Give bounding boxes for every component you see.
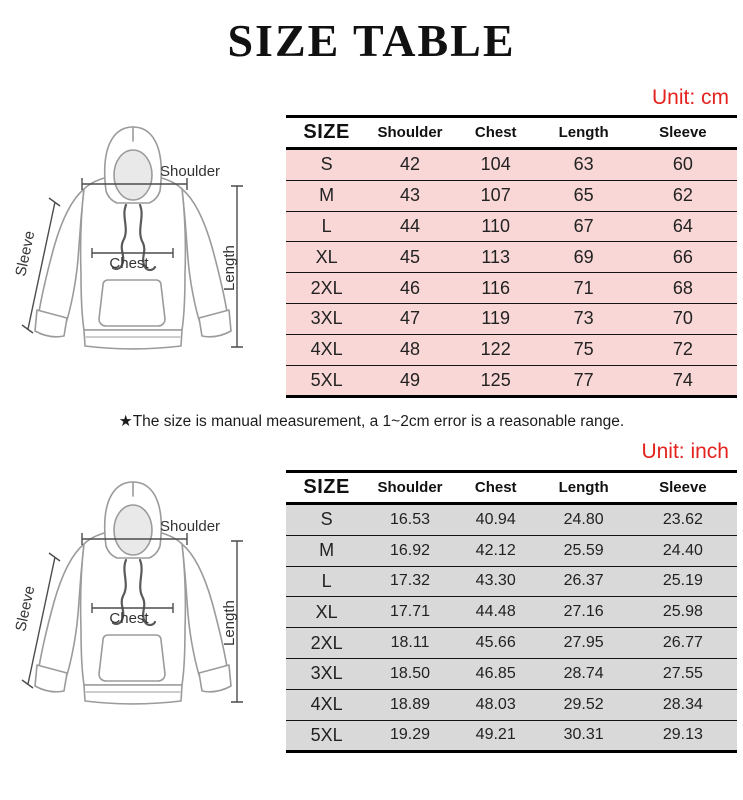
- hoodie-face: [114, 505, 152, 555]
- table-row: [286, 628, 737, 659]
- column-header-size: SIZE: [303, 121, 350, 143]
- table-row: [286, 535, 737, 566]
- size-cell: S: [286, 149, 367, 181]
- size-cell: M: [286, 535, 367, 566]
- size-cell: L: [286, 566, 367, 597]
- table-row: [286, 365, 737, 397]
- size-cell: 3XL: [286, 658, 367, 689]
- size-cell: 4XL: [286, 689, 367, 720]
- value-cell: 64: [629, 211, 737, 242]
- table-row: [286, 566, 737, 597]
- value-cell: 110: [453, 211, 539, 242]
- hoodie-pocket: [99, 280, 165, 326]
- column-header-size: SIZE: [303, 476, 350, 498]
- value-cell: 60: [629, 149, 737, 181]
- value-cell: 28.74: [539, 658, 629, 689]
- value-cell: 24.40: [629, 535, 737, 566]
- value-cell: 77: [539, 365, 629, 397]
- page-title: SIZE TABLE: [227, 15, 516, 66]
- value-cell: 19.29: [367, 720, 453, 752]
- value-cell: 122: [453, 334, 539, 365]
- hoodie-measurement-diagram-cm: [8, 119, 258, 369]
- value-cell: 68: [629, 273, 737, 304]
- value-cell: 46.85: [453, 658, 539, 689]
- table-row: [286, 504, 737, 536]
- value-cell: 17.71: [367, 597, 453, 628]
- column-header-shoulder: Shoulder: [377, 124, 443, 141]
- size-table-cm: [286, 115, 737, 398]
- value-cell: 28.34: [629, 689, 737, 720]
- column-header-sleeve: Sleeve: [659, 124, 707, 141]
- value-cell: 75: [539, 334, 629, 365]
- value-cell: 62: [629, 180, 737, 211]
- table-row: [286, 658, 737, 689]
- hoodie-measurement-diagram-inch: [8, 474, 258, 724]
- value-cell: 16.53: [367, 504, 453, 536]
- value-cell: 116: [453, 273, 539, 304]
- hoodie-diagram-svg: [8, 474, 258, 724]
- table-row: [286, 273, 737, 304]
- size-cell: 5XL: [286, 720, 367, 752]
- size-cell: 5XL: [286, 365, 367, 397]
- size-cell: L: [286, 211, 367, 242]
- value-cell: 119: [453, 303, 539, 334]
- value-cell: 43: [367, 180, 453, 211]
- size-cell: XL: [286, 242, 367, 273]
- value-cell: 40.94: [453, 504, 539, 536]
- value-cell: 44.48: [453, 597, 539, 628]
- table-row: [286, 720, 737, 752]
- value-cell: 29.52: [539, 689, 629, 720]
- column-header-shoulder: Shoulder: [377, 479, 443, 496]
- table-row: [286, 180, 737, 211]
- value-cell: 49.21: [453, 720, 539, 752]
- column-header-sleeve: Sleeve: [659, 479, 707, 496]
- value-cell: 42: [367, 149, 453, 181]
- value-cell: 25.19: [629, 566, 737, 597]
- value-cell: 30.31: [539, 720, 629, 752]
- unit-cm-label: Unit: cm: [651, 86, 729, 109]
- value-cell: 49: [367, 365, 453, 397]
- length-label: Length: [221, 600, 238, 646]
- value-cell: 25.59: [539, 535, 629, 566]
- value-cell: 48: [367, 334, 453, 365]
- value-cell: 26.77: [629, 628, 737, 659]
- value-cell: 71: [539, 273, 629, 304]
- value-cell: 72: [629, 334, 737, 365]
- hoodie-hem: [84, 685, 182, 704]
- value-cell: 42.12: [453, 535, 539, 566]
- hoodie-hem: [84, 330, 182, 349]
- hoodie-face: [114, 150, 152, 200]
- shoulder-label: Shoulder: [160, 518, 221, 535]
- table-row: [286, 211, 737, 242]
- value-cell: 66: [629, 242, 737, 273]
- value-cell: 47: [367, 303, 453, 334]
- hoodie-pocket: [99, 635, 165, 681]
- hoodie-left-sleeve: [39, 189, 84, 323]
- value-cell: 17.32: [367, 566, 453, 597]
- hoodie-diagram-svg: [8, 119, 258, 369]
- hoodie-left-sleeve: [39, 544, 84, 678]
- size-cell: 4XL: [286, 334, 367, 365]
- column-header-length: Length: [558, 124, 609, 141]
- size-cell: 2XL: [286, 628, 367, 659]
- value-cell: 25.98: [629, 597, 737, 628]
- column-header-length: Length: [558, 479, 609, 496]
- value-cell: 73: [539, 303, 629, 334]
- value-cell: 125: [453, 365, 539, 397]
- value-cell: 46: [367, 273, 453, 304]
- value-cell: 27.95: [539, 628, 629, 659]
- length-label: Length: [221, 245, 238, 291]
- value-cell: 27.55: [629, 658, 737, 689]
- size-cell: M: [286, 180, 367, 211]
- value-cell: 63: [539, 149, 629, 181]
- table-row: [286, 303, 737, 334]
- value-cell: 69: [539, 242, 629, 273]
- value-cell: 16.92: [367, 535, 453, 566]
- value-cell: 48.03: [453, 689, 539, 720]
- value-cell: 44: [367, 211, 453, 242]
- value-cell: 113: [453, 242, 539, 273]
- chest-label: Chest: [109, 610, 149, 627]
- value-cell: 24.80: [539, 504, 629, 536]
- value-cell: 43.30: [453, 566, 539, 597]
- header-row: [286, 117, 737, 149]
- value-cell: 26.37: [539, 566, 629, 597]
- table-row: [286, 149, 737, 181]
- chest-label: Chest: [109, 255, 149, 272]
- value-cell: 29.13: [629, 720, 737, 752]
- value-cell: 67: [539, 211, 629, 242]
- value-cell: 107: [453, 180, 539, 211]
- size-cell: S: [286, 504, 367, 536]
- value-cell: 27.16: [539, 597, 629, 628]
- value-cell: 45: [367, 242, 453, 273]
- column-header-chest: Chest: [474, 479, 517, 496]
- value-cell: 45.66: [453, 628, 539, 659]
- table-row: [286, 597, 737, 628]
- value-cell: 70: [629, 303, 737, 334]
- value-cell: 74: [629, 365, 737, 397]
- measurement-note: ★The size is manual measurement, a 1~2cm error is a reasonable range.: [118, 413, 625, 430]
- size-cell: 2XL: [286, 273, 367, 304]
- value-cell: 18.50: [367, 658, 453, 689]
- table-row: [286, 334, 737, 365]
- sleeve-label: Sleeve: [12, 584, 39, 633]
- column-header-chest: Chest: [474, 124, 517, 141]
- sleeve-label: Sleeve: [12, 229, 39, 278]
- value-cell: 104: [453, 149, 539, 181]
- shoulder-label: Shoulder: [160, 163, 221, 180]
- value-cell: 65: [539, 180, 629, 211]
- table-row: [286, 242, 737, 273]
- header-row: [286, 472, 737, 504]
- table-row: [286, 689, 737, 720]
- size-table-inch: [286, 470, 737, 753]
- size-cell: XL: [286, 597, 367, 628]
- value-cell: 18.11: [367, 628, 453, 659]
- value-cell: 23.62: [629, 504, 737, 536]
- unit-inch-label: Unit: inch: [641, 440, 729, 463]
- value-cell: 18.89: [367, 689, 453, 720]
- size-cell: 3XL: [286, 303, 367, 334]
